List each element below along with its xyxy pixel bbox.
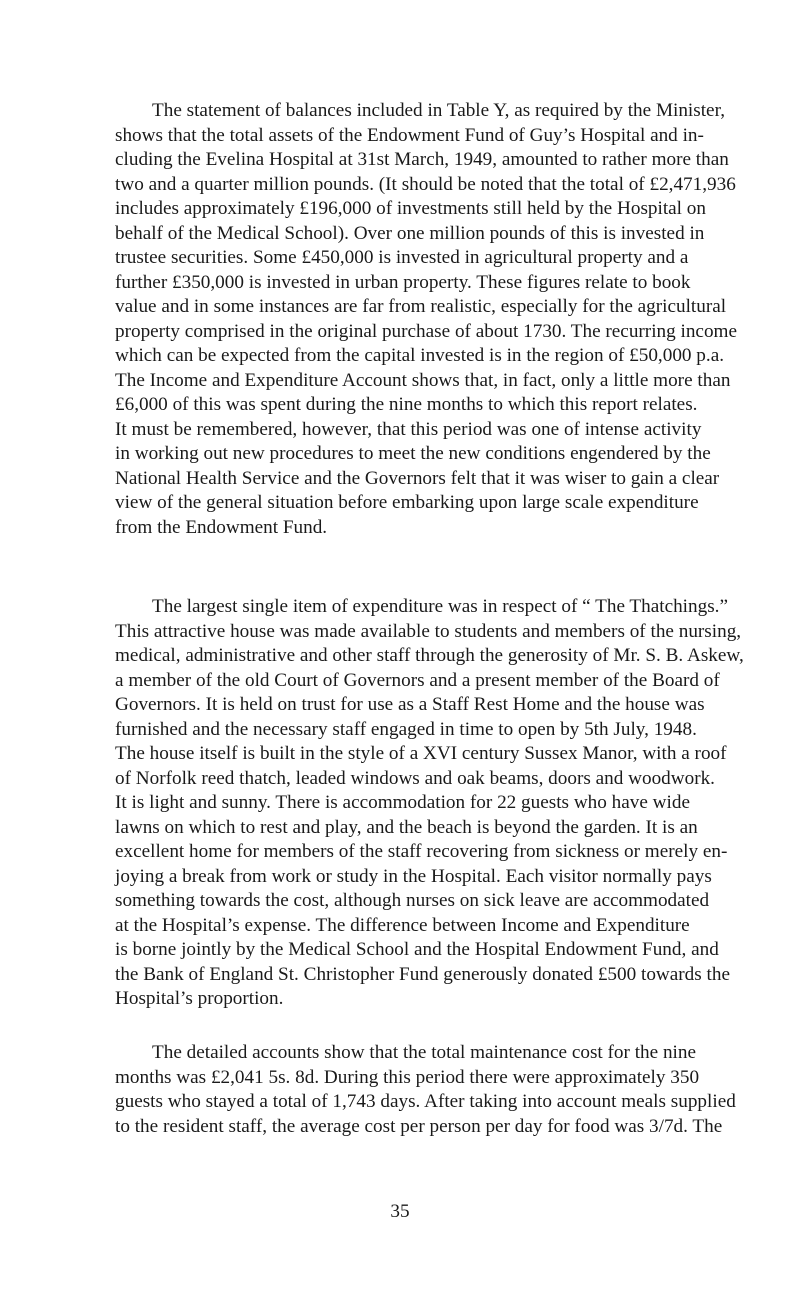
text-line: furnished and the necessary staff engaged in time to open by 5th July, 1948. [115, 718, 697, 740]
text-line: guests who stayed a total of 1,743 days. After taking into account meals supplied [115, 1091, 736, 1112]
text-line: from the Endowment Fund. [115, 516, 328, 538]
text-line: property comprised in the original purchase of about 1730. The recurring income [115, 320, 737, 342]
text-line: It must be remembered, however, that this period was one of intense activity [115, 418, 702, 440]
text-line: value and in some instances are far from realistic, especially for the agricultural [115, 296, 727, 317]
text-line: The detailed accounts show that the total maintenance cost for the nine [152, 1042, 696, 1063]
text-line: is borne jointly by the Medical School and the Hospital Endowment Fund, and [115, 939, 719, 960]
text-line: at the Hospital’s expense. The difference between Income and Expenditure [115, 914, 690, 936]
text-line: Governors. It is held on trust for use as a Staff Rest Home and the house was [115, 694, 705, 715]
text-line: lawns on which to rest and play, and the beach is beyond the garden. It is an [115, 816, 698, 838]
text-line: which can be expected from the capital invested is in the region of £50,000 p.a. [115, 345, 725, 366]
text-line: behalf of the Medical School). Over one million pounds of this is invested in [115, 222, 705, 244]
text-line: The largest single item of expenditure was in respect of “ The Thatchings.” [152, 596, 728, 617]
paragraph-the-thatchings [115, 595, 744, 1012]
text-line: trustee securities. Some £450,000 is invested in agricultural property and a [115, 247, 689, 268]
text-line: The house itself is built in the style of a XVI century Sussex Manor, with a roof [115, 743, 727, 764]
text-line: £6,000 of this was spent during the nine months to which this report relates. [115, 394, 698, 415]
text-line: This attractive house was made available to students and members of the nursing, [115, 620, 742, 642]
text-line: to the resident staff, the average cost per person per day for food was 3/7d. The [115, 1115, 723, 1137]
text-line: National Health Service and the Governors felt that it was wiser to gain a clear [115, 467, 720, 489]
text-line: The Income and Expenditure Account shows that, in fact, only a little more than [115, 369, 731, 391]
text-line: of Norfolk reed thatch, leaded windows and oak beams, doors and woodwork. [115, 767, 715, 789]
text-line: excellent home for members of the staff recovering from sickness or merely en- [115, 841, 728, 862]
page-number: 35 [390, 1201, 410, 1222]
text-line: two and a quarter million pounds. (It should be noted that the total of £2,471,936 [115, 173, 736, 195]
text-line: The statement of balances included in Table Y, as required by the Minister, [152, 100, 725, 121]
text-line: medical, administrative and other staff through the generosity of Mr. S. B. Askew, [115, 645, 744, 666]
paragraph-endowment-fund [115, 99, 737, 540]
text-line: includes approximately £196,000 of investments still held by the Hospital on [115, 198, 706, 219]
paragraph-maintenance-cost [115, 1041, 736, 1139]
text-line: Hospital’s proportion. [115, 988, 284, 1009]
text-line: months was £2,041 5s. 8d. During this period there were approximately 350 [115, 1066, 700, 1088]
text-line: the Bank of England St. Christopher Fund generously donated £500 towards the [115, 963, 730, 985]
text-line: cluding the Evelina Hospital at 31st March, 1949, amounted to rather more than [115, 149, 729, 170]
text-line: It is light and sunny. There is accommodation for 22 guests who have wide [115, 792, 690, 813]
text-line: joying a break from work or study in the Hospital. Each visitor normally pays [115, 865, 712, 887]
text-line: something towards the cost, although nurses on sick leave are accommodated [115, 890, 710, 911]
text-line: in working out new procedures to meet the new conditions engendered by the [115, 443, 711, 464]
text-line: a member of the old Court of Governors and a present member of the Board of [115, 669, 720, 691]
text-line: further £350,000 is invested in urban property. These figures relate to book [115, 271, 691, 293]
text-line: shows that the total assets of the Endowment Fund of Guy’s Hospital and in- [115, 124, 704, 146]
text-line: view of the general situation before embarking upon large scale expenditure [115, 492, 699, 513]
